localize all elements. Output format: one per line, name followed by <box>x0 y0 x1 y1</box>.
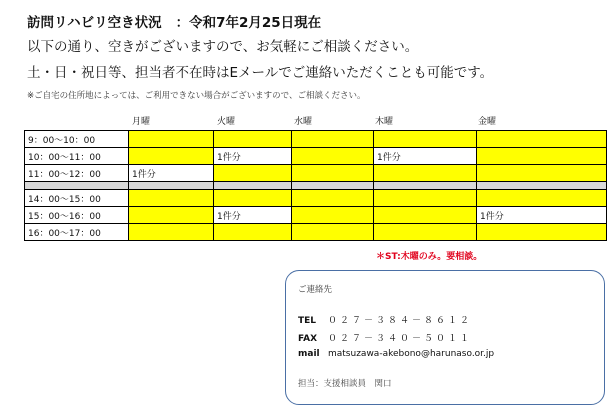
available-slot-cell <box>214 224 292 241</box>
tel-number: ０２７－３８４－８６１２ <box>328 316 473 326</box>
lunch-break-cell <box>292 182 374 190</box>
day-header-fri: 金曜 <box>478 117 497 127</box>
booked-slot-cell: 1件分 <box>129 165 214 182</box>
lunch-break-cell <box>214 182 292 190</box>
lunch-break-row <box>25 182 607 190</box>
time-slot-label: 10：00〜11：00 <box>25 148 129 165</box>
lunch-break-cell <box>374 182 477 190</box>
title-date: ：令和7年2月25日現在 <box>175 15 322 31</box>
available-slot-cell <box>374 190 477 207</box>
booked-slot-cell: 1件分 <box>214 207 292 224</box>
lunch-break-cell <box>25 182 129 190</box>
intro-line-1: 以下の通り、空きがございますので、お気軽にご相談ください。 <box>27 39 419 55</box>
schedule-row <box>25 207 607 224</box>
st-footnote: ＊ST:木曜のみ。要相談。 <box>376 252 483 262</box>
title-text: 訪問リハビリ空き状況 <box>27 15 162 31</box>
available-slot-cell <box>292 207 374 224</box>
available-slot-cell <box>477 148 607 165</box>
time-slot-label: 9：00〜10：00 <box>25 131 129 148</box>
contact-mail-row <box>298 349 494 359</box>
available-slot-cell <box>292 131 374 148</box>
available-slot-cell <box>214 190 292 207</box>
schedule-table <box>24 130 607 241</box>
available-slot-cell <box>292 165 374 182</box>
day-header-wed: 水曜 <box>294 117 313 127</box>
booked-slot-cell: 1件分 <box>374 148 477 165</box>
schedule-row <box>25 165 607 182</box>
available-slot-cell <box>477 165 607 182</box>
contact-fax-row <box>298 331 472 344</box>
schedule-row <box>25 190 607 207</box>
time-slot-label: 15：00〜16：00 <box>25 207 129 224</box>
contact-tel-row <box>298 313 472 326</box>
available-slot-cell <box>374 165 477 182</box>
day-header-thu: 木曜 <box>375 117 394 127</box>
time-slot-label: 14：00〜15：00 <box>25 190 129 207</box>
mail-label: mail <box>298 349 320 359</box>
available-slot-cell <box>129 207 214 224</box>
schedule-body <box>25 131 607 241</box>
available-slot-cell <box>129 224 214 241</box>
schedule-row <box>25 148 607 165</box>
available-slot-cell <box>374 207 477 224</box>
page-title <box>27 11 321 31</box>
available-slot-cell <box>129 131 214 148</box>
contact-box <box>285 270 605 405</box>
available-slot-cell <box>214 131 292 148</box>
intro-note: ※ご自宅の住所地によっては、ご利用できない場合がございますので、ご相談ください。 <box>27 91 366 101</box>
available-slot-cell <box>292 148 374 165</box>
available-slot-cell <box>129 190 214 207</box>
available-slot-cell <box>374 224 477 241</box>
lunch-break-cell <box>129 182 214 190</box>
mail-address[interactable]: matsuzawa-akebono@harunaso.or.jp <box>328 349 495 359</box>
contact-label: ご連絡先 <box>298 285 333 295</box>
available-slot-cell <box>292 190 374 207</box>
time-slot-label: 11：00〜12：00 <box>25 165 129 182</box>
booked-slot-cell: 1件分 <box>477 207 607 224</box>
day-header-row <box>24 114 605 130</box>
available-slot-cell <box>477 131 607 148</box>
available-slot-cell <box>374 131 477 148</box>
schedule-row <box>25 131 607 148</box>
day-header-mon: 月曜 <box>132 117 151 127</box>
intro-line-2: 土・日・祝日等、担当者不在時はEメールでご連絡いただくことも可能です。 <box>27 65 494 81</box>
schedule-row <box>25 224 607 241</box>
available-slot-cell <box>214 165 292 182</box>
available-slot-cell <box>129 148 214 165</box>
time-slot-label: 16：00〜17：00 <box>25 224 129 241</box>
available-slot-cell <box>477 190 607 207</box>
available-slot-cell <box>477 224 607 241</box>
available-slot-cell <box>292 224 374 241</box>
fax-label: FAX <box>298 334 318 344</box>
fax-number: ０２７－３４０－５０１１ <box>328 334 473 344</box>
lunch-break-cell <box>477 182 607 190</box>
contact-staff: 担当：支援相談員 関口 <box>298 379 392 389</box>
day-header-tue: 火曜 <box>217 117 236 127</box>
tel-label: TEL <box>298 316 317 326</box>
booked-slot-cell: 1件分 <box>214 148 292 165</box>
